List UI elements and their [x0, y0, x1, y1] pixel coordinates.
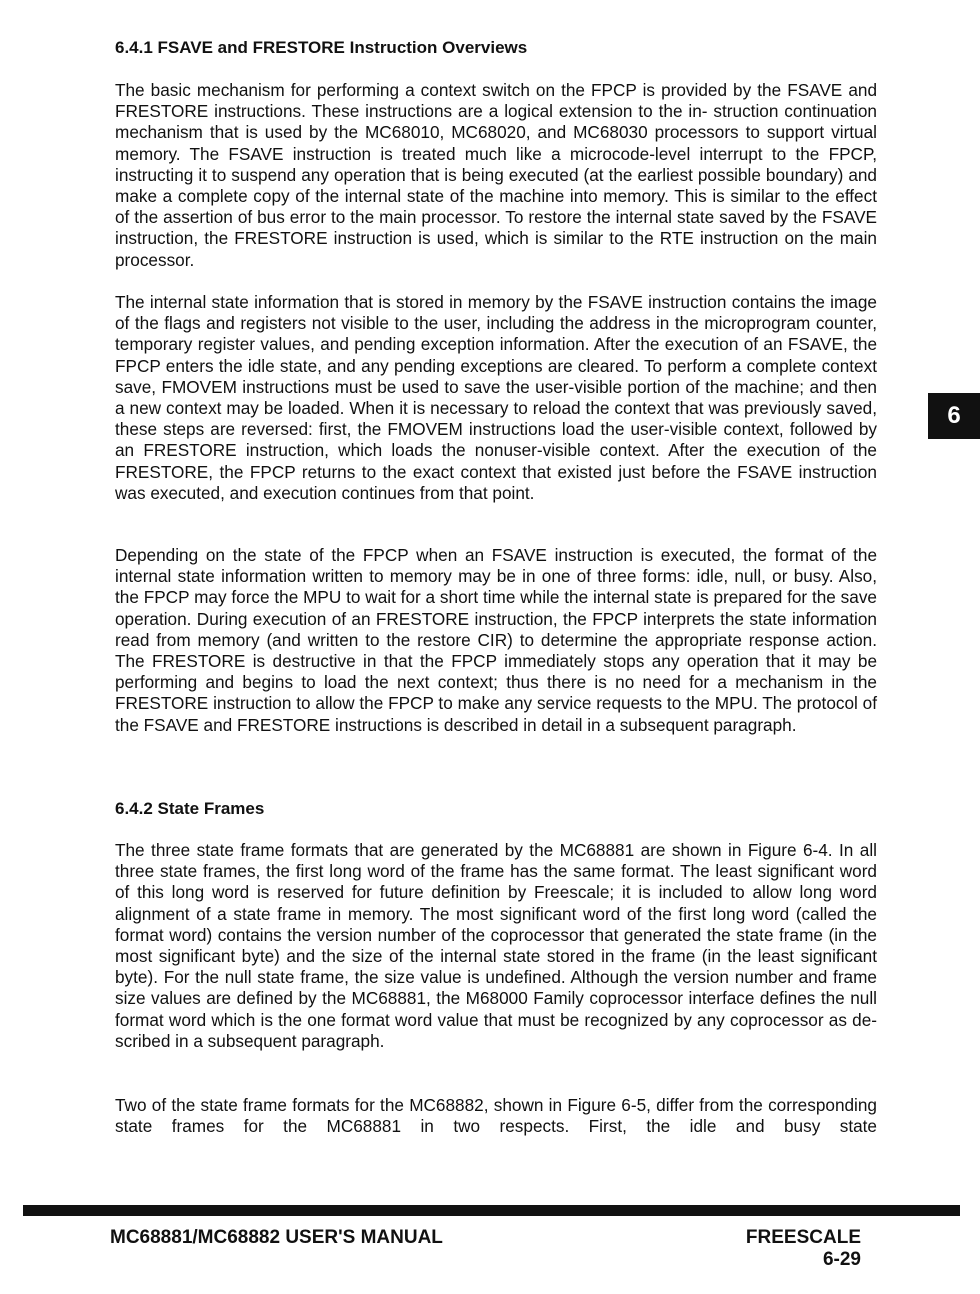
- footer-manual-title: MC68881/MC68882 USER'S MANUAL: [110, 1227, 443, 1248]
- footer-divider: [23, 1205, 960, 1216]
- paragraph-state-frame-formats: The three state frame formats that are generated by the MC68881 are shown in Figure 6-4. In all three state frames, the first long word of the frame has the same format. The least significant word of this long word is reserved for future definition by Freescale; it is included to allow long word alignment of a state frame in memory. The most significant word of the first long word (called the format word) contains the version number of the coprocessor that generated the state frame (in the most significant byte) and the size of the internal state stored in the frame (in the least significant byte). For the null state frame, the size value is undefined. Although the version number and frame size values are defined by the MC68881, the M68000 Family coprocessor interface defines the null format word which is the one format word value that must be recognized by any coprocessor as de- scribed in a subsequent paragraph.: [115, 840, 877, 1051]
- paragraph-fpcp-state-forms: Depending on the state of the FPCP when an FSAVE instruction is executed, the format of the internal state information written to memory may be in one of three forms: idle, null, or busy. Also, the FPCP may force the MPU to wait for a short time while the internal state is prepared for the save operation. During execution of an FRESTORE instruction, the FPCP interprets the state information read from memory (and written to the restore CIR) to determine the appropriate response action. The FRESTORE is destructive in that the FPCP immediately stops any operation that it may be performing and begins to load the next context; thus there is no need for a mechanism in the FRESTORE instruction to allow the FPCP to make any service requests to the MPU. The protocol of the FSAVE and FRESTORE instructions is described in detail in a subsequent paragraph.: [115, 545, 877, 735]
- footer-company: FREESCALE: [745, 1227, 861, 1248]
- paragraph-mc68882-frames: Two of the state frame formats for the MC68882, shown in Figure 6-5, differ from the corresponding state frames for the MC68881 in two respects. First, the idle and busy state: [115, 1095, 877, 1137]
- footer-page-number: 6-29: [822, 1249, 861, 1270]
- section-heading-6-4-2: 6.4.2 State Frames: [115, 799, 265, 818]
- footer-company-block: [746, 1227, 861, 1271]
- chapter-tab-marker: 6: [928, 393, 980, 439]
- section-heading-6-4-1: 6.4.1 FSAVE and FRESTORE Instruction Overviews: [115, 38, 528, 57]
- paragraph-internal-state: The internal state information that is stored in memory by the FSAVE instruction contains the image of the flags and registers not visible to the user, including the address in the microprogram counter, temporary register values, and pending exception information. After the execution of an FSAVE, the FPCP enters the idle state, and any pending exceptions are cleared. To perform a complete context save, FMOVEM instructions must be used to save the user-visible portion of the machine; and then a new context may be loaded. When it is necessary to reload the context that was previously saved, these steps are reversed: first, the FMOVEM instructions load the user-visible context, followed by an FRESTORE instruction, which loads the nonuser-visible context. After the execution of the FRESTORE, the FPCP returns to the exact context that existed just before the FSAVE instruction was executed, and execution continues from that point.: [115, 292, 877, 503]
- paragraph-fsave-overview: The basic mechanism for performing a context switch on the FPCP is provided by the FSAVE and FRESTORE instructions. These instructions are a logical extension to the in- struction continuation mechanism that is used by the MC68010, MC68020, and MC68030 processors to support virtual memory. The FSAVE instruction is treated much like a microcode-level interrupt to the FPCP, instructing it to suspend any operation that is being executed (at the earliest possible boundary) and make a complete copy of the internal state of the machine into memory. This is similar to the effect of the assertion of bus error to the main processor. To restore the internal state saved by the FSAVE instruction, the FRESTORE instruction is used, which is similar to the RTE instruction on the main processor.: [115, 80, 877, 270]
